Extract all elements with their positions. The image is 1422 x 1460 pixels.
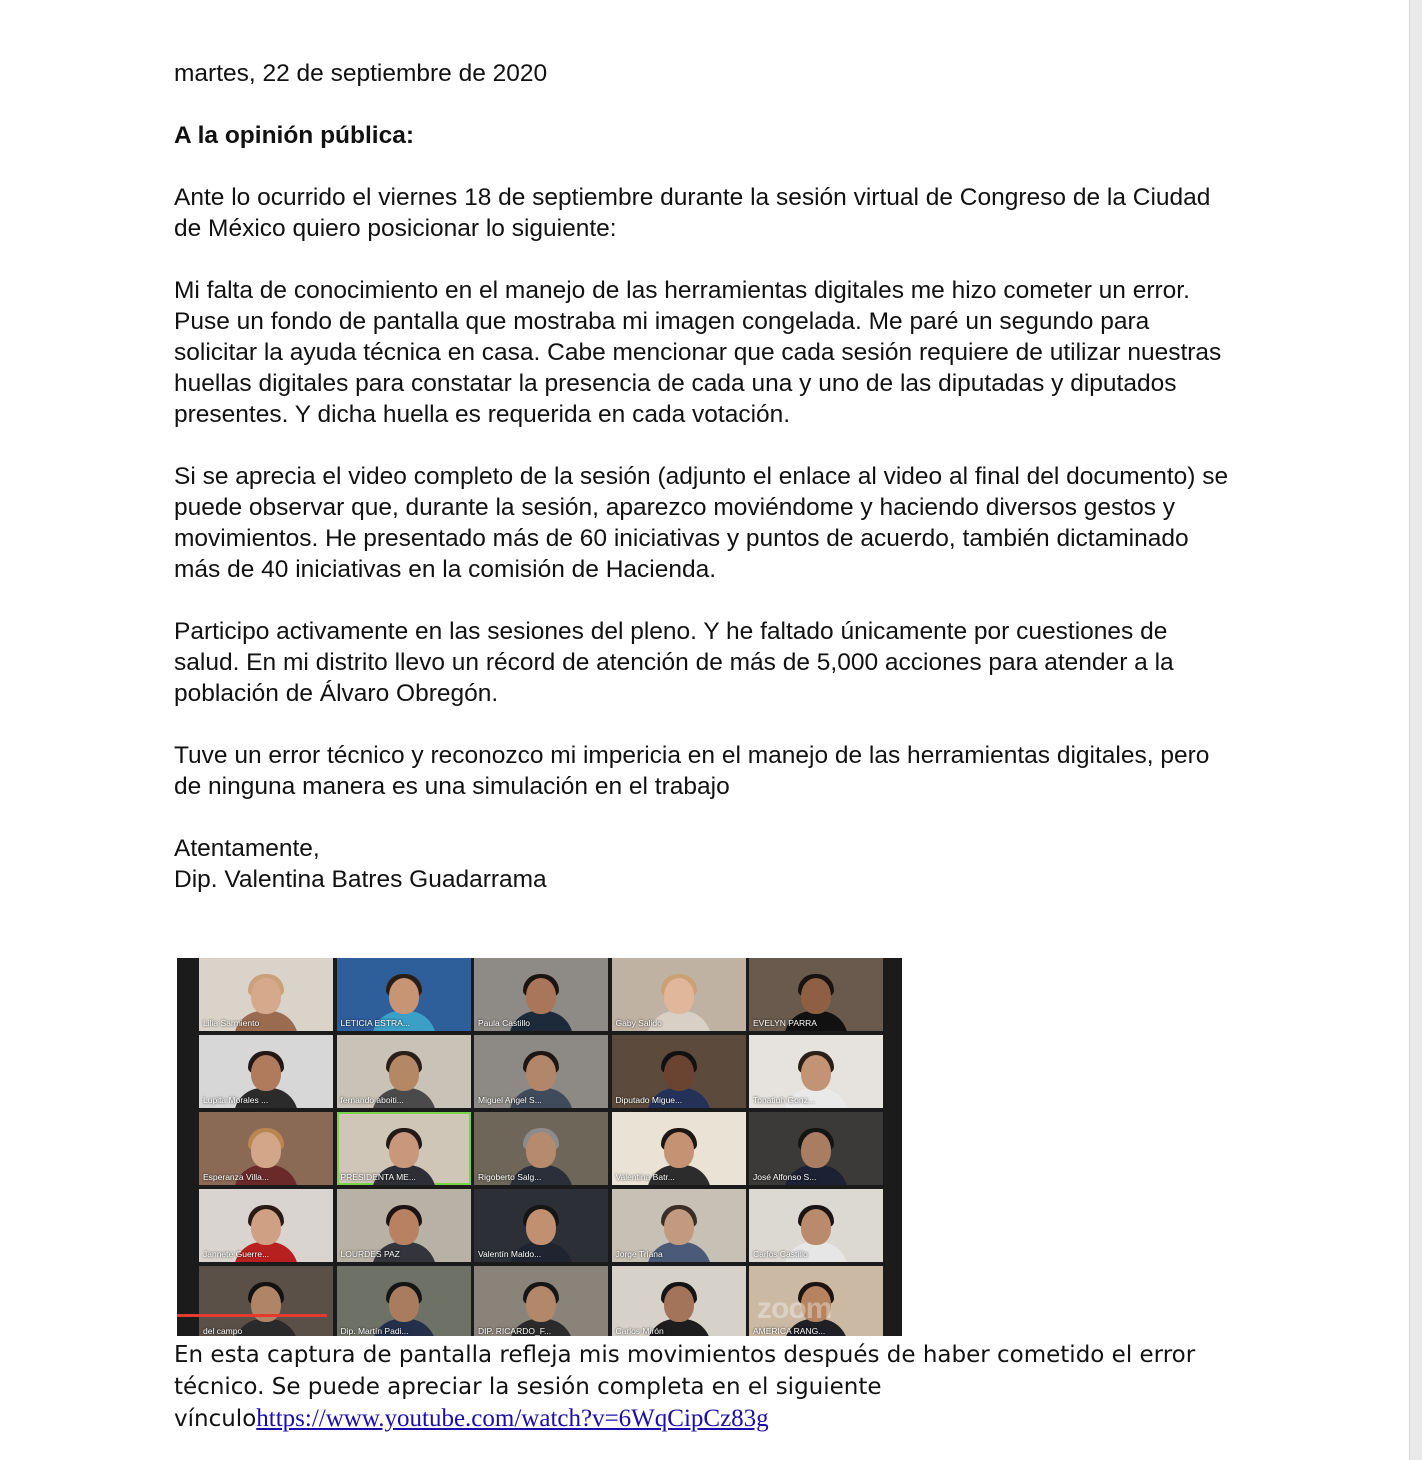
zoom-watermark: zoom [757, 1292, 832, 1325]
participant-name: Valentín Maldo... [478, 1249, 542, 1259]
paragraph: Mi falta de conocimiento en el manejo de las herramientas digitales me hizo cometer un error. Puse un fondo de pantalla que mostraba mi imagen congelada. Me paré un segundo para solicitar la ayuda técnica en casa. Cabe mencionar que cada sesión requiere de utilizar nuestras huellas digitales para constatar la presencia de cada una y uno de las diputadas y diputados presentes. Y dicha huella es requerida en cada votación. [174, 277, 1222, 428]
participant-tile [612, 1112, 746, 1185]
participant-face [526, 1055, 556, 1091]
participant-grid [199, 958, 883, 1336]
participant-face [664, 1286, 694, 1322]
participant-name: Carlos Mirón [615, 1326, 664, 1336]
participant-face [664, 1132, 694, 1168]
participant-tile [612, 1035, 746, 1108]
participant-tile [337, 1035, 471, 1108]
participant-name: Lupita Morales ... [203, 1095, 269, 1105]
participant-name: Gaby Salido [615, 1018, 662, 1028]
participant-face [389, 1132, 419, 1168]
paragraph: Participo activamente en las sesiones del pleno. Y he faltado únicamente por cuestiones de salud. En mi distrito llevo un récord de atención de más de 5,000 acciones para atender a la población de Álvaro Obregón. [174, 618, 1174, 707]
participant-face [389, 1209, 419, 1245]
participant-face [526, 1132, 556, 1168]
participant-name: Tonatiuh Gonz... [753, 1095, 815, 1105]
participant-face [664, 1055, 694, 1091]
participant-face [526, 1286, 556, 1322]
participant-tile [337, 958, 471, 1031]
progress-bar [177, 1314, 327, 1317]
participant-tile [612, 1189, 746, 1262]
participant-tile [199, 1266, 333, 1336]
participant-name: José Alfonso S... [753, 1172, 817, 1182]
youtube-link[interactable]: https://www.youtube.com/watch?v=6WqCipCz83g [256, 1405, 769, 1432]
participant-name: Esperanza Villa... [203, 1172, 269, 1182]
letter-heading: A la opinión pública: [174, 122, 414, 149]
participant-name: PRESIDENTA ME... [340, 1172, 416, 1182]
participant-name: EVELYN PARRA [753, 1018, 817, 1028]
participant-tile [474, 1035, 608, 1108]
participant-face [251, 978, 281, 1014]
participant-name: Carlos Castillo [753, 1249, 808, 1259]
participant-face [664, 978, 694, 1014]
participant-tile [749, 1189, 883, 1262]
participant-face [801, 978, 831, 1014]
paragraph: Ante lo ocurrido el viernes 18 de septiembre durante la sesión virtual de Congreso de la Ciudad de México quiero posicionar lo siguiente: [174, 184, 1211, 242]
letter-body [174, 58, 1234, 895]
participant-name: Dip. Martín Padi... [340, 1326, 409, 1336]
zoom-session-screenshot [177, 958, 902, 1336]
letter-date: martes, 22 de septiembre de 2020 [174, 60, 548, 87]
participant-face [526, 978, 556, 1014]
participant-tile [749, 1112, 883, 1185]
participant-name: Rigoberto Salg... [478, 1172, 542, 1182]
participant-face [389, 1055, 419, 1091]
participant-name: LOURDES PAZ [340, 1249, 400, 1259]
participant-name: Diputado Migue... [615, 1095, 683, 1105]
participant-face [251, 1286, 281, 1322]
participant-name: Paula Castillo [478, 1018, 530, 1028]
participant-tile [199, 1035, 333, 1108]
participant-name: Miguel Angel S... [478, 1095, 542, 1105]
participant-face [801, 1132, 831, 1168]
paragraph: Si se aprecia el video completo de la sesión (adjunto el enlace al video al final del documento) se puede observar que, durante la sesión, aparezco moviéndome y haciendo diversos gestos y movimientos. He presentado más de 60 iniciativas y puntos de acuerdo, también dictaminado más de 40 iniciativas en la comisión de Hacienda. [174, 463, 1229, 583]
participant-tile [474, 1112, 608, 1185]
page-edge-shade [1409, 0, 1422, 1460]
participant-face [526, 1209, 556, 1245]
participant-face [389, 1286, 419, 1322]
participant-name: LETICIA ESTRA... [340, 1018, 410, 1028]
participant-name: AMERICA RANG... [753, 1326, 826, 1336]
participant-tile [199, 1189, 333, 1262]
participant-tile [199, 958, 333, 1031]
participant-name: fernando aboiti... [340, 1095, 404, 1105]
participant-tile [337, 1112, 471, 1185]
participant-tile [337, 1266, 471, 1336]
participant-tile [612, 958, 746, 1031]
participant-name: Valentina Batr... [615, 1172, 675, 1182]
participant-tile [749, 1035, 883, 1108]
participant-face [251, 1132, 281, 1168]
participant-tile [337, 1189, 471, 1262]
participant-face [801, 1209, 831, 1245]
signature: Dip. Valentina Batres Guadarrama [174, 866, 547, 893]
participant-tile [612, 1266, 746, 1336]
participant-tile [749, 958, 883, 1031]
caption-text: En esta captura de pantalla refleja mis movimientos después de haber cometido el error técnico. Se puede apreciar la sesión completa en el siguiente vínculo [174, 1342, 1196, 1432]
participant-face [664, 1209, 694, 1245]
paragraph: Tuve un error técnico y reconozco mi impericia en el manejo de las herramientas digitales, pero de ninguna manera es una simulación en el trabajo [174, 742, 1210, 800]
closing: Atentamente, [174, 835, 320, 862]
participant-face [251, 1209, 281, 1245]
image-caption [174, 1340, 1274, 1436]
participant-face [801, 1055, 831, 1091]
participant-tile [474, 958, 608, 1031]
participant-tile [474, 1189, 608, 1262]
participant-face [251, 1055, 281, 1091]
participant-face [389, 978, 419, 1014]
participant-name: Jorge Triana [615, 1249, 663, 1259]
participant-name: Lilia Sarmiento [203, 1018, 260, 1028]
participant-tile [199, 1112, 333, 1185]
participant-tile [474, 1266, 608, 1336]
participant-name: Jannete Guerre... [203, 1249, 270, 1259]
participant-name: DIP. RICARDO_F... [478, 1326, 552, 1336]
participant-name: del campo [203, 1326, 243, 1336]
